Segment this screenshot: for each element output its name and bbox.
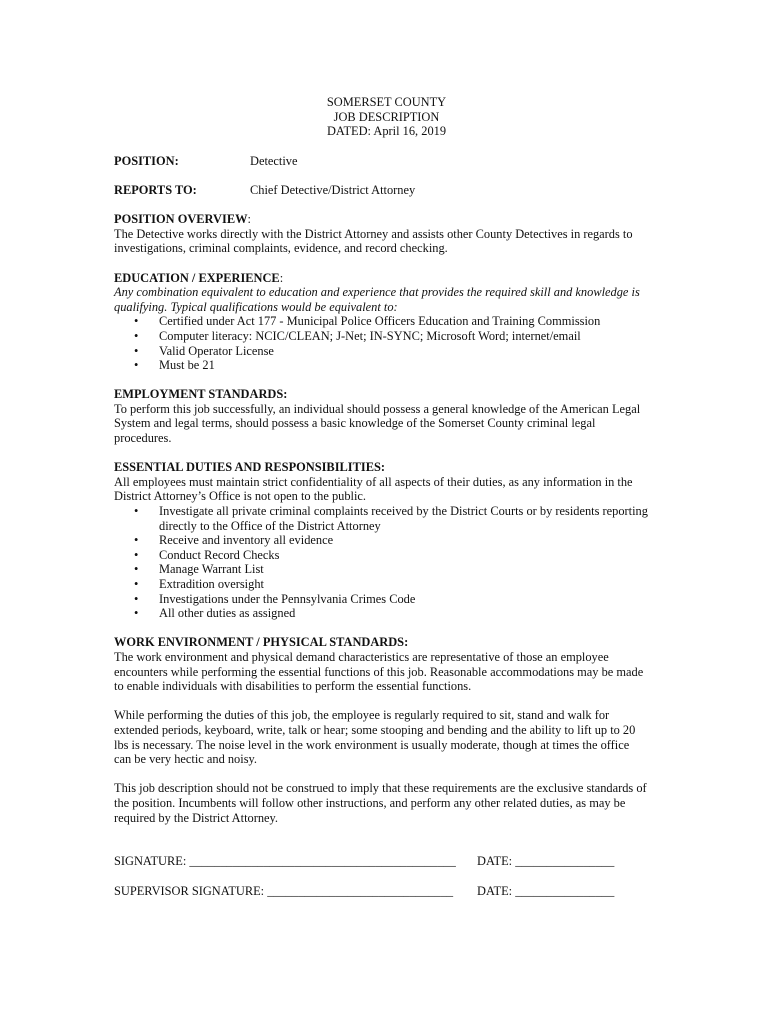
duties-heading: ESSENTIAL DUTIES AND RESPONSIBILITIES:: [114, 460, 385, 475]
employment-line: System and legal terms, should possess a basic knowledge of the Somerset County criminal legal: [114, 416, 596, 431]
list-item: [114, 606, 659, 621]
list-item: [114, 344, 659, 359]
education-line: Any combination equivalent to education and experience that provides the required skill and knowledge is: [114, 285, 640, 300]
list-item-text: Conduct Record Checks: [159, 547, 280, 562]
duties-bullet-list: [114, 504, 659, 621]
list-item-text: Investigate all private criminal complaints received by the District Courts or by residents reporting: [159, 504, 648, 519]
bullet-marker: •: [134, 577, 139, 591]
physical-demands-line: lbs is necessary. The noise level in the work environment is usually moderate, though at times the office: [114, 737, 630, 752]
disclaimer-line: the position. Incumbents will follow other instructions, and perform any other related duties, as may be: [114, 795, 626, 810]
bullet-marker: •: [134, 314, 139, 329]
overview-heading-line: [114, 212, 659, 227]
bullet-marker: •: [134, 504, 139, 519]
duties-line: All employees must maintain strict confidentiality of all aspects of their duties, as any information in the: [114, 474, 633, 489]
supervisor-date-line[interactable]: DATE: ________________: [477, 883, 615, 898]
education-line: qualifying. Typical qualifications would be equivalent to:: [114, 299, 398, 314]
list-item: [114, 577, 659, 592]
list-item-text: Must be 21: [159, 358, 215, 373]
physical-demands-paragraph: [114, 708, 659, 766]
list-item-text: Valid Operator License: [159, 343, 274, 358]
work-environment-heading: WORK ENVIRONMENT / PHYSICAL STANDARDS:: [114, 635, 409, 650]
overview-line: investigations, criminal complaints, evidence, and record checking.: [114, 241, 448, 256]
duties-section: [114, 460, 659, 621]
position-row: [114, 154, 659, 169]
signature-date-line[interactable]: DATE: ________________: [477, 854, 615, 869]
document-type: JOB DESCRIPTION: [333, 109, 440, 124]
list-item-text: Investigations under the Pennsylvania Crimes Code: [159, 591, 416, 606]
bullet-marker: •: [134, 606, 139, 621]
duties-line: District Attorney’s Office is not open to the public.: [114, 489, 367, 504]
work-environment-line: to enable individuals with disabilities to perform the essential functions.: [114, 679, 472, 694]
overview-heading: POSITION OVERVIEW: [114, 212, 248, 227]
bullet-marker: •: [134, 533, 139, 548]
list-item: [114, 314, 659, 329]
supervisor-signature-row: [114, 884, 659, 899]
work-environment-section: [114, 635, 659, 825]
document-header: [114, 95, 659, 139]
employment-heading: EMPLOYMENT STANDARDS:: [114, 387, 288, 402]
document-content: [114, 95, 659, 898]
list-item-text: Certified under Act 177 - Municipal Police Officers Education and Training Commission: [159, 314, 601, 329]
list-item-text: All other duties as assigned: [159, 606, 296, 621]
disclaimer-paragraph: [114, 781, 659, 825]
reports-to-label: REPORTS TO:: [114, 182, 197, 197]
signature-block: [114, 854, 659, 898]
list-item-text: Manage Warrant List: [159, 562, 264, 577]
employment-section: [114, 387, 659, 445]
work-environment-line: The work environment and physical demand characteristics are representative of those an employee: [114, 649, 609, 664]
list-item-text-continued: directly to the Office of the District Attorney: [159, 518, 381, 533]
education-heading-line: [114, 271, 659, 286]
employment-line: To perform this job successfully, an individual should possess a general knowledge of the American Legal: [114, 401, 641, 416]
list-item-text: Extradition oversight: [159, 577, 264, 591]
list-item: [114, 548, 659, 563]
physical-demands-line: While performing the duties of this job, the employee is regularly required to sit, stand and walk for: [114, 708, 610, 723]
list-item-text: Receive and inventory all evidence: [159, 533, 334, 548]
overview-heading-colon: :: [247, 212, 251, 227]
education-heading-colon: :: [279, 270, 284, 285]
position-label: POSITION:: [114, 153, 179, 168]
list-item: [114, 562, 659, 577]
overview-section: [114, 212, 659, 256]
county-name: SOMERSET COUNTY: [326, 95, 447, 109]
list-item: [114, 533, 659, 548]
physical-demands-line: extended periods, keyboard, write, talk or hear; some stooping and bending and the ability to lift up to 20: [114, 722, 636, 737]
reports-to-row: [114, 183, 659, 198]
education-section: [114, 271, 659, 373]
list-item: [114, 504, 659, 533]
document-date: DATED: April 16, 2019: [326, 124, 447, 139]
position-value: Detective: [250, 153, 298, 168]
bullet-marker: •: [134, 343, 139, 358]
list-item: [114, 329, 659, 344]
employment-line: procedures.: [114, 431, 172, 446]
physical-demands-line: can be very hectic and noisy.: [114, 752, 258, 767]
education-heading: EDUCATION / EXPERIENCE: [114, 270, 280, 285]
disclaimer-line: This job description should not be construed to imply that these requirements are the exclusive standards of: [114, 781, 647, 796]
bullet-marker: •: [134, 547, 139, 562]
education-bullet-list: [114, 314, 659, 372]
bullet-marker: •: [134, 562, 139, 577]
supervisor-signature-line[interactable]: SUPERVISOR SIGNATURE: ______________________________: [114, 883, 454, 898]
work-environment-line: encounters while performing the essential functions of this job. Reasonable accommodations may be made: [114, 664, 644, 679]
signature-row: [114, 854, 659, 869]
signature-line[interactable]: SIGNATURE: ___________________________________________: [114, 854, 456, 869]
bullet-marker: •: [134, 591, 139, 606]
bullet-marker: •: [134, 328, 139, 343]
reports-to-value: Chief Detective/District Attorney: [250, 182, 416, 197]
bullet-marker: •: [134, 358, 139, 373]
disclaimer-line: required by the District Attorney.: [114, 810, 279, 825]
list-item: [114, 592, 659, 607]
list-item-text: Computer literacy: NCIC/CLEAN; J-Net; IN-SYNC; Microsoft Word; internet/email: [159, 328, 581, 343]
overview-line: The Detective works directly with the District Attorney and assists other County Detectives in regards to: [114, 226, 633, 241]
list-item: [114, 358, 659, 373]
